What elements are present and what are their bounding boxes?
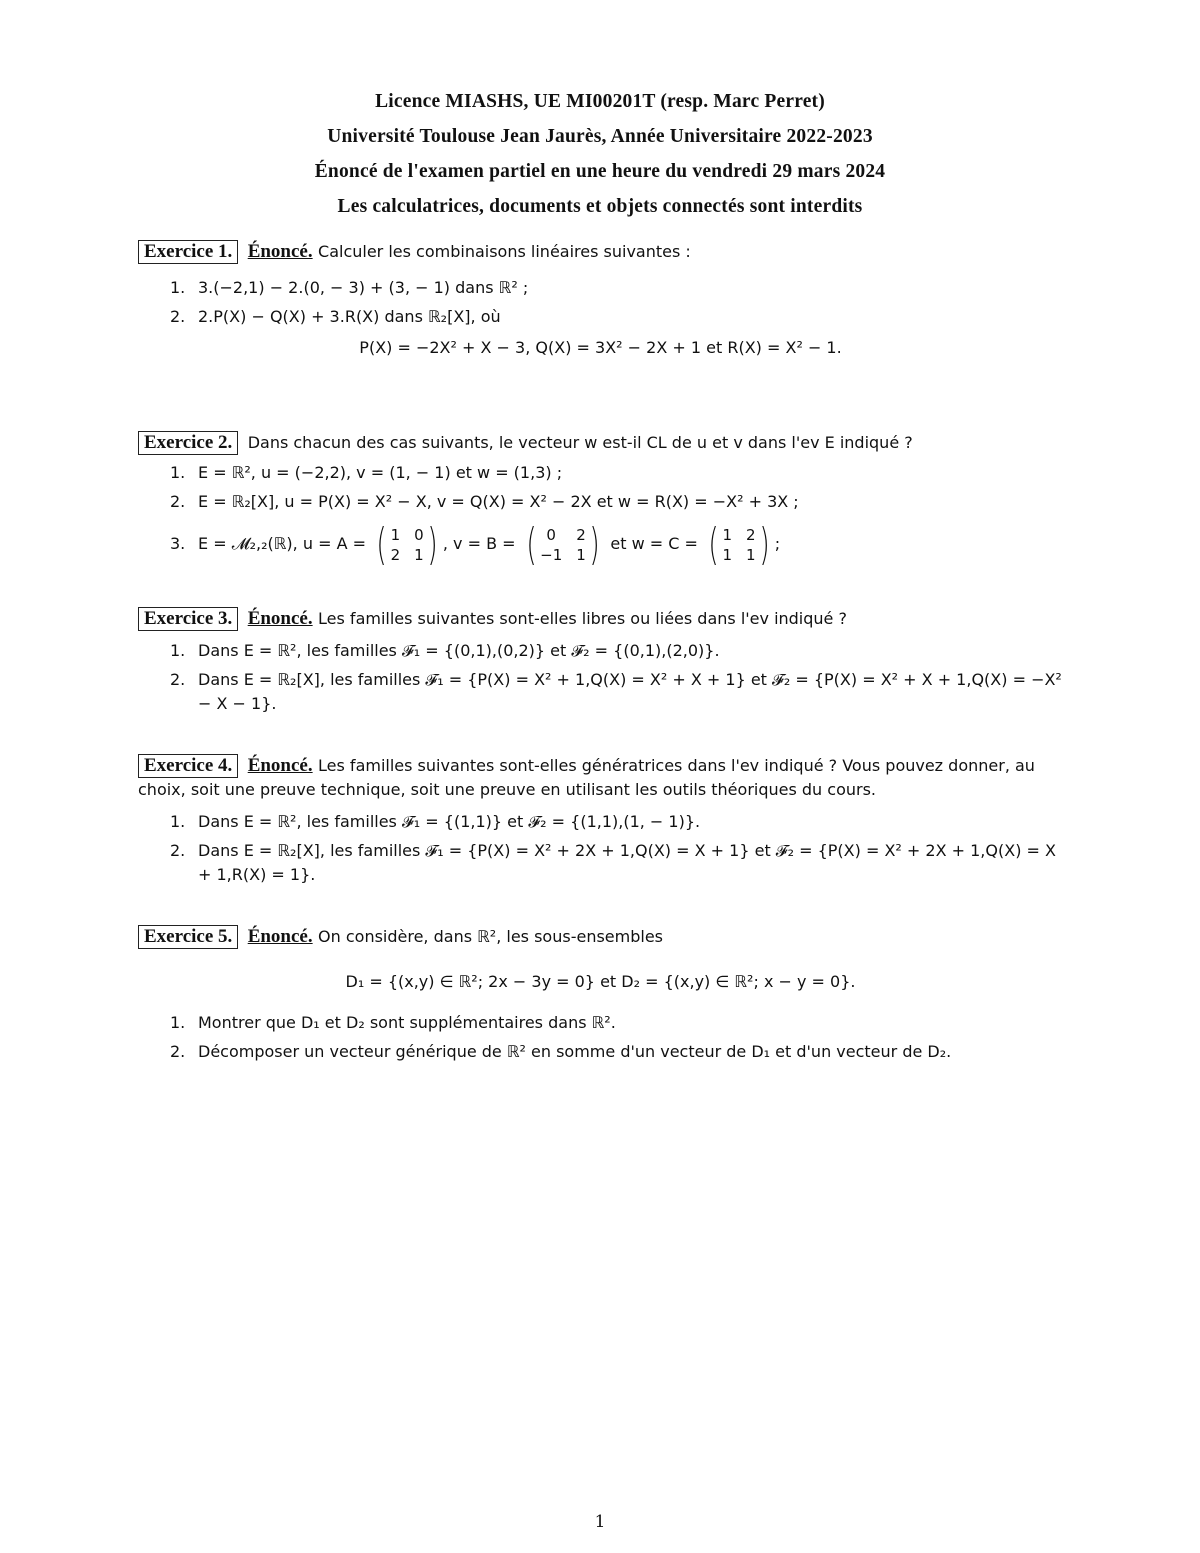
display-equation: P(X) = −2X² + X − 3, Q(X) = 3X² − 2X + 1 et R(X) = X² − 1. [359,338,842,357]
exercise-label: Exercice 3. [138,607,238,631]
exercise-intro: Calculer les combinaisons linéaires suivantes : [318,242,691,261]
header-line-rules: Les calculatrices, documents et objets connectés sont interdits [337,196,863,217]
list-item: 1. Dans E = ℝ², les familles 𝓕₁ = {(0,1),(0,2)} et 𝓕₂ = {(0,1),(2,0)}. [170,641,720,660]
header-line-university: Université Toulouse Jean Jaurès, Année Universitaire 2022-2023 [327,126,873,147]
matrix-c: ( 1 2 1 1 ) [708,518,770,570]
matrix-b: ( 0 2 −1 1 ) [526,518,600,570]
display-equation: D₁ = {(x,y) ∈ ℝ²; 2x − 3y = 0} et D₂ = {(x,y) ∈ ℝ²; x − y = 0}. [345,972,856,991]
exercise-2 [138,431,1063,574]
exercise-label: Exercice 5. [138,925,238,949]
list-item: 3. E = 𝓜₂,₂(ℝ), u = A = ( 1 0 2 1 ) , v = B = ( 0 2 −1 1 ) et w = C = ( 1 2 1 1 ) ; [170,518,781,570]
exercise-1 [138,240,1063,369]
exercise-5 [138,925,1063,1069]
list-item: 2. Dans E = ℝ₂[X], les familles 𝓕₁ = {P(X) = X² + 2X + 1,Q(X) = X + 1} et 𝓕₂ = {P(X) = X² + 2X + 1,Q(X) = X + 1,R(X) = 1}. [170,841,1056,884]
list-item: 2. E = ℝ₂[X], u = P(X) = X² − X, v = Q(X) = X² − 2X et w = R(X) = −X² + 3X ; [170,492,799,511]
matrix-a: ( 1 0 2 1 ) [376,518,438,570]
enonce-label: Énoncé. [247,926,313,947]
list-item: 1. Montrer que D₁ et D₂ sont supplémentaires dans ℝ². [170,1013,616,1032]
list-item: 2. 2.P(X) − Q(X) + 3.R(X) dans ℝ₂[X], où [170,307,501,326]
list-item: 1. 3.(−2,1) − 2.(0, − 3) + (3, − 1) dans ℝ² ; [170,278,529,297]
exercise-label: Exercice 4. [138,754,238,778]
exercise-label: Exercice 1. [138,240,238,264]
list-item: 1. Dans E = ℝ², les familles 𝓕₁ = {(1,1)} et 𝓕₂ = {(1,1),(1, − 1)}. [170,812,701,831]
exercise-intro: Dans chacun des cas suivants, le vecteur w est-il CL de u et v dans l'ev E indiqué ? [247,433,913,452]
exercise-3 [138,607,1063,721]
list-item: 2. Dans E = ℝ₂[X], les familles 𝓕₁ = {P(X) = X² + 1,Q(X) = X² + X + 1} et 𝓕₂ = {P(X) = X² + X + 1,Q(X) = −X² − X − 1}. [170,670,1062,713]
exercise-intro: Les familles suivantes sont-elles génératrices dans l'ev indiqué ? Vous pouvez donner, au choix, soit une preuve technique, soit une preuve en utilisant les outils théoriques du cours. [138,756,1035,799]
header-line-course: Licence MIASHS, UE MI00201T (resp. Marc Perret) [375,91,825,112]
exercise-4 [138,754,1063,892]
enonce-label: Énoncé. [247,755,313,776]
list-item: 2. Décomposer un vecteur générique de ℝ² en somme d'un vecteur de D₁ et d'un vecteur de D₂. [170,1042,952,1061]
enonce-label: Énoncé. [247,608,313,629]
exercise-label: Exercice 2. [138,431,238,455]
exercise-intro: On considère, dans ℝ², les sous-ensembles [318,927,663,946]
header-line-exam: Énoncé de l'examen partiel en une heure du vendredi 29 mars 2024 [314,161,886,182]
page-number: 1 [594,1512,606,1532]
document-header [0,84,1200,224]
exercise-intro: Les familles suivantes sont-elles libres ou liées dans l'ev indiqué ? [318,609,847,628]
enonce-label: Énoncé. [247,241,313,262]
list-item: 1. E = ℝ², u = (−2,2), v = (1, − 1) et w = (1,3) ; [170,463,563,482]
